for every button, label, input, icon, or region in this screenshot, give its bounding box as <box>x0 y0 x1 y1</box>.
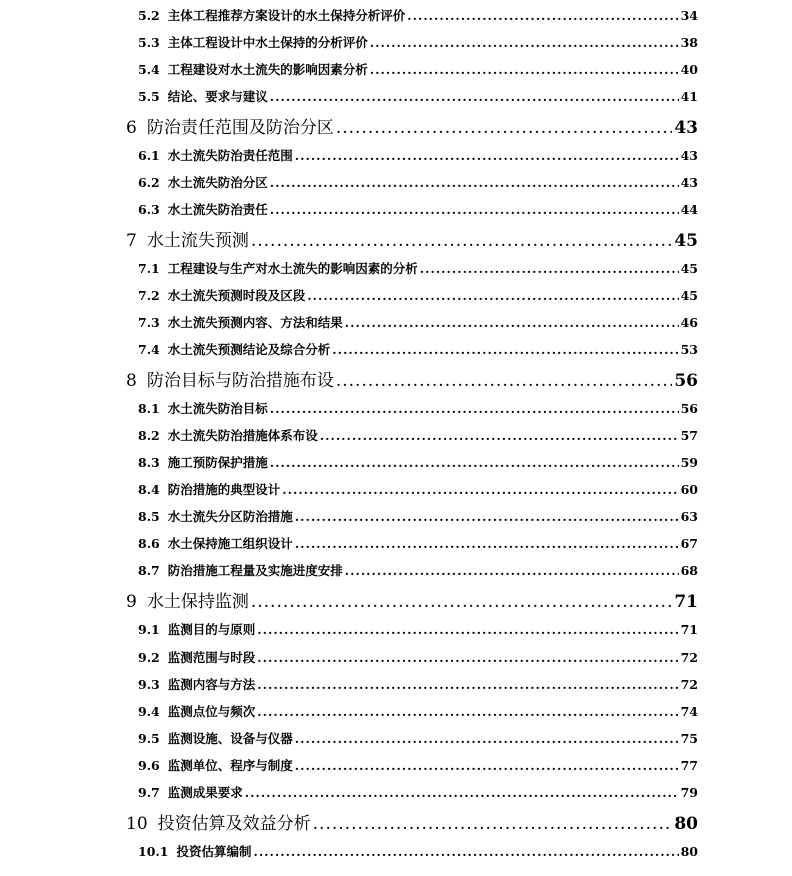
toc-section-entry[interactable] <box>138 783 698 801</box>
toc-entry-title: 监测成果要求 <box>167 785 243 801</box>
toc-dot-leader <box>407 8 678 23</box>
toc-entry-title: 水土流失防治责任范围 <box>167 148 293 164</box>
toc-entry-number: 9.2 <box>138 650 160 666</box>
toc-entry-title: 水土流失防治责任 <box>167 202 268 218</box>
toc-dot-leader <box>332 342 678 357</box>
toc-dot-leader <box>270 89 679 104</box>
toc-entry-number: 8.4 <box>138 482 160 498</box>
toc-section-entry[interactable] <box>138 173 698 191</box>
toc-entry-title: 工程建设与生产对水土流失的影响因素的分析 <box>167 261 418 277</box>
toc-entry-title: 防治目标与防治措施布设 <box>146 370 334 391</box>
toc-dot-leader <box>336 118 673 138</box>
toc-entry-number: 6 <box>126 117 137 138</box>
toc-entry-title: 施工预防保护措施 <box>167 455 268 471</box>
toc-dot-leader <box>295 536 679 551</box>
toc-dot-leader <box>336 371 673 391</box>
toc-entry-number: 7.4 <box>138 342 160 358</box>
toc-entry-page-number: 43 <box>680 148 698 164</box>
toc-entry-title: 防治责任范围及防治分区 <box>146 117 334 138</box>
toc-entry-title: 监测目的与原则 <box>167 622 256 638</box>
toc-entry-title: 水土流失预测时段及区段 <box>167 288 306 304</box>
toc-chapter-entry[interactable] <box>126 226 698 251</box>
toc-entry-number: 8.6 <box>138 536 160 552</box>
toc-entry-number: 5.5 <box>138 89 160 105</box>
toc-entry-page-number: 77 <box>680 758 698 774</box>
toc-entry-number: 5.3 <box>138 35 160 51</box>
toc-entry-number: 5.2 <box>138 8 160 24</box>
toc-section-entry[interactable] <box>138 313 698 331</box>
toc-entry-number: 8.2 <box>138 428 160 444</box>
toc-section-entry[interactable] <box>138 259 698 277</box>
toc-entry-title: 投资估算及效益分析 <box>157 813 311 834</box>
toc-entry-page-number: 46 <box>680 315 698 331</box>
toc-section-entry[interactable] <box>138 60 698 78</box>
toc-entry-page-number: 75 <box>680 731 698 747</box>
toc-entry-page-number: 45 <box>680 261 698 277</box>
toc-entry-number: 9.3 <box>138 677 160 693</box>
toc-chapter-entry[interactable] <box>126 113 698 138</box>
toc-entry-title: 主体工程推荐方案设计的水土保持分析评价 <box>167 8 406 24</box>
toc-section-entry[interactable] <box>138 842 698 860</box>
toc-entry-title: 水土流失分区防治措施 <box>167 509 293 525</box>
toc-dot-leader <box>370 62 679 77</box>
toc-entry-number: 9.1 <box>138 622 160 638</box>
toc-entry-number: 10 <box>126 813 148 834</box>
toc-entry-title: 投资估算编制 <box>176 844 252 860</box>
toc-entry-page-number: 56 <box>674 370 698 391</box>
toc-dot-leader <box>270 175 679 190</box>
toc-entry-title: 监测范围与时段 <box>167 650 256 666</box>
toc-entry-title: 水土流失防治目标 <box>167 401 268 417</box>
toc-dot-leader <box>370 35 679 50</box>
toc-entry-number: 8.1 <box>138 401 160 417</box>
toc-entry-page-number: 72 <box>680 677 698 693</box>
toc-chapter-entry[interactable] <box>126 366 698 391</box>
toc-entry-page-number: 56 <box>680 401 698 417</box>
toc-entry-number: 10.1 <box>138 844 169 860</box>
toc-dot-leader <box>270 455 679 470</box>
toc-dot-leader <box>313 814 673 834</box>
toc-entry-title: 监测单位、程序与制度 <box>167 758 293 774</box>
toc-dot-leader <box>253 844 678 859</box>
toc-dot-leader <box>420 261 679 276</box>
toc-entry-page-number: 72 <box>680 650 698 666</box>
toc-section-entry[interactable] <box>138 729 698 747</box>
toc-entry-title: 防治措施工程量及实施进度安排 <box>167 563 343 579</box>
toc-entry-number: 6.1 <box>138 148 160 164</box>
toc-entry-number: 9.5 <box>138 731 160 747</box>
toc-section-entry[interactable] <box>138 702 698 720</box>
toc-dot-leader <box>270 202 679 217</box>
toc-entry-number: 7 <box>126 230 137 251</box>
toc-entry-number: 6.2 <box>138 175 160 191</box>
toc-section-entry[interactable] <box>138 286 698 304</box>
toc-entry-page-number: 67 <box>680 536 698 552</box>
toc-section-entry[interactable] <box>138 756 698 774</box>
toc-entry-page-number: 63 <box>680 509 698 525</box>
toc-section-entry[interactable] <box>138 648 698 666</box>
toc-entry-page-number: 60 <box>680 482 698 498</box>
toc-entry-title: 水土流失预测结论及综合分析 <box>167 342 331 358</box>
toc-entry-number: 7.1 <box>138 261 160 277</box>
toc-entry-page-number: 41 <box>680 89 698 105</box>
toc-entry-title: 监测内容与方法 <box>167 677 256 693</box>
toc-dot-leader <box>257 622 678 637</box>
toc-entry-number: 9.6 <box>138 758 160 774</box>
toc-entry-title: 监测点位与频次 <box>167 704 256 720</box>
toc-entry-page-number: 68 <box>680 563 698 579</box>
toc-dot-leader <box>295 509 679 524</box>
toc-entry-number: 8.3 <box>138 455 160 471</box>
toc-entry-number: 7.2 <box>138 288 160 304</box>
toc-dot-leader <box>251 231 673 251</box>
toc-dot-leader <box>320 428 679 443</box>
toc-section-entry[interactable] <box>138 340 698 358</box>
toc-entry-number: 9.7 <box>138 785 160 801</box>
toc-entry-page-number: 38 <box>680 35 698 51</box>
toc-entry-page-number: 71 <box>680 622 698 638</box>
toc-entry-title: 水土保持施工组织设计 <box>167 536 293 552</box>
toc-dot-leader <box>270 401 679 416</box>
toc-entry-number: 8 <box>126 370 137 391</box>
toc-chapter-entry[interactable] <box>126 587 698 612</box>
toc-entry-title: 水土流失预测 <box>146 230 249 251</box>
toc-entry-number: 8.7 <box>138 563 160 579</box>
toc-entry-page-number: 80 <box>680 844 698 860</box>
toc-entry-title: 结论、要求与建议 <box>167 89 268 105</box>
toc-section-entry[interactable] <box>138 620 698 638</box>
toc-dot-leader <box>257 650 678 665</box>
toc-dot-leader <box>257 677 678 692</box>
toc-section-entry[interactable] <box>138 87 698 105</box>
toc-section-entry[interactable] <box>138 534 698 552</box>
toc-entry-number: 6.3 <box>138 202 160 218</box>
toc-entry-number: 9 <box>126 591 137 612</box>
toc-dot-leader <box>307 288 678 303</box>
toc-dot-leader <box>245 785 679 800</box>
toc-section-entry[interactable] <box>138 146 698 164</box>
toc-entry-page-number: 43 <box>674 117 698 138</box>
toc-entry-title: 防治措施的典型设计 <box>167 482 281 498</box>
toc-section-entry[interactable] <box>138 399 698 417</box>
toc-entry-page-number: 80 <box>674 813 698 834</box>
toc-section-entry[interactable] <box>138 6 698 24</box>
toc-section-entry[interactable] <box>138 453 698 471</box>
toc-entry-page-number: 44 <box>680 202 698 218</box>
toc-section-entry[interactable] <box>138 480 698 498</box>
toc-chapter-entry[interactable] <box>126 809 698 834</box>
toc-section-entry[interactable] <box>138 507 698 525</box>
toc-entry-page-number: 34 <box>680 8 698 24</box>
toc-section-entry[interactable] <box>138 675 698 693</box>
toc-entry-page-number: 53 <box>680 342 698 358</box>
toc-dot-leader <box>282 482 678 497</box>
toc-entry-number: 5.4 <box>138 62 160 78</box>
toc-entry-title: 水土保持监测 <box>146 591 249 612</box>
toc-dot-leader <box>295 758 679 773</box>
toc-entry-title: 水土流失防治措施体系布设 <box>167 428 318 444</box>
toc-dot-leader <box>345 315 679 330</box>
toc-section-entry[interactable] <box>138 426 698 444</box>
toc-section-entry[interactable] <box>138 33 698 51</box>
toc-entry-page-number: 43 <box>680 175 698 191</box>
toc-entry-page-number: 40 <box>680 62 698 78</box>
toc-entry-title: 监测设施、设备与仪器 <box>167 731 293 747</box>
toc-dot-leader <box>295 148 679 163</box>
toc-section-entry[interactable] <box>138 200 698 218</box>
toc-entry-page-number: 45 <box>680 288 698 304</box>
toc-entry-page-number: 79 <box>680 785 698 801</box>
toc-entry-number: 7.3 <box>138 315 160 331</box>
toc-entry-page-number: 45 <box>674 230 698 251</box>
toc-entry-page-number: 74 <box>680 704 698 720</box>
toc-dot-leader <box>251 592 673 612</box>
toc-entry-page-number: 71 <box>674 591 698 612</box>
toc-entry-number: 8.5 <box>138 509 160 525</box>
toc-entry-page-number: 59 <box>680 455 698 471</box>
toc-entry-number: 9.4 <box>138 704 160 720</box>
toc-entry-title: 工程建设对水土流失的影响因素分析 <box>167 62 368 78</box>
toc-section-entry[interactable] <box>138 561 698 579</box>
toc-dot-leader <box>345 563 679 578</box>
toc-entry-title: 水土流失预测内容、方法和结果 <box>167 315 343 331</box>
toc-dot-leader <box>257 704 678 719</box>
toc-dot-leader <box>295 731 679 746</box>
toc-entry-title: 主体工程设计中水土保持的分析评价 <box>167 35 368 51</box>
toc-entry-title: 水土流失防治分区 <box>167 175 268 191</box>
toc-entry-page-number: 57 <box>680 428 698 444</box>
